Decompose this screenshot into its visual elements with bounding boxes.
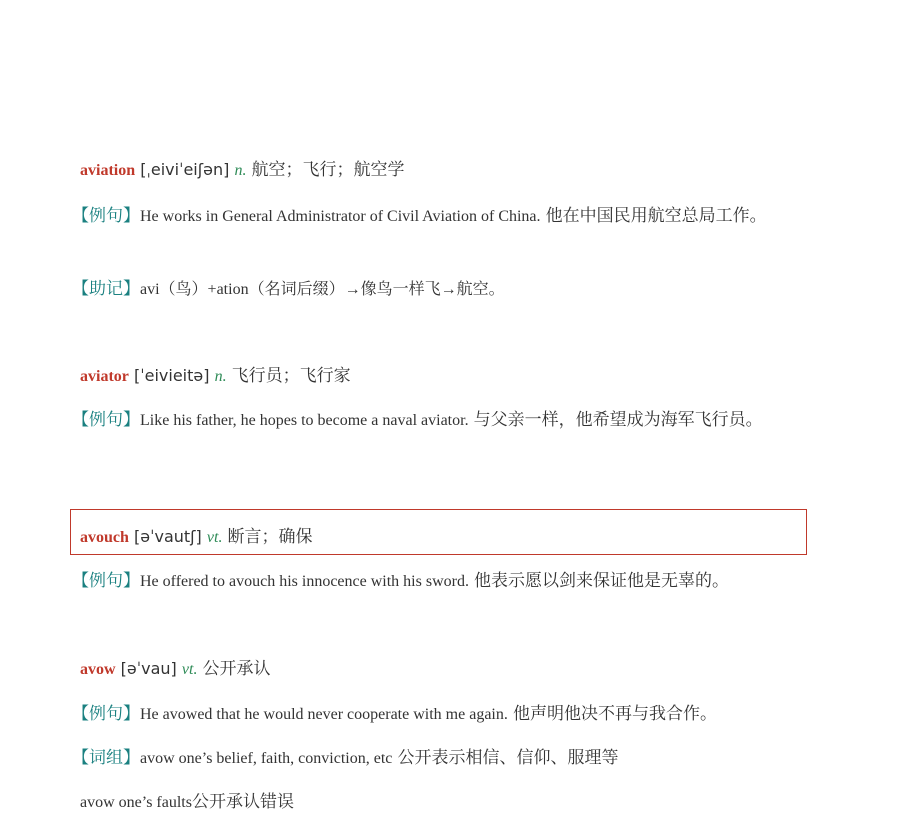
example-tag: 【例句】 (72, 410, 140, 430)
entry-avow-phrase-1 (72, 746, 619, 771)
entry-avow-header (80, 657, 271, 682)
example-english: He avowed that he would never cooperate with me again. (140, 706, 508, 723)
example-tag: 【例句】 (72, 571, 140, 591)
phrase-english: avow one’s belief, faith, conviction, etc (140, 750, 393, 767)
entry-avouch-header (80, 525, 313, 550)
phonetic: [əˈvautʃ] (134, 527, 202, 546)
phonetic: [ˌeiviˈeiʃən] (140, 160, 230, 179)
part-of-speech: n. (214, 368, 227, 385)
phonetic: [əˈvau] (120, 659, 177, 678)
entry-aviator-header (80, 364, 351, 389)
part-of-speech: n. (234, 162, 247, 179)
phrase-chinese: 公开承认错误 (191, 792, 294, 812)
meaning: 航空；飞行；航空学 (251, 160, 405, 180)
example-tag: 【例句】 (72, 206, 140, 226)
phrase-english: avow one’s faults (80, 794, 192, 811)
entry-avouch-example (72, 569, 730, 594)
example-english: Like his father, he hopes to become a naval aviator. (140, 412, 469, 429)
entry-avow-phrase-2 (80, 790, 294, 815)
entry-avow-example (72, 702, 717, 727)
example-english: He offered to avouch his innocence with his sword. (140, 573, 469, 590)
meaning: 公开承认 (202, 659, 271, 679)
phrase-chinese: 公开表示相信、信仰、服理等 (397, 748, 619, 768)
headword: avow (80, 661, 116, 678)
entry-aviation-example (72, 202, 805, 231)
headword: aviation (80, 162, 136, 179)
part-of-speech: vt. (181, 661, 198, 678)
memo-text: avi（鸟）+ation（名词后缀）→像鸟一样飞→航空。 (140, 281, 505, 298)
example-chinese: 他声明他决不再与我合作。 (512, 704, 717, 724)
example-english: He works in General Administrator of Civil Aviation of China. (140, 208, 541, 225)
meaning: 飞行员；飞行家 (231, 366, 351, 386)
example-chinese: 与父亲一样，他希望成为海军飞行员。 (473, 410, 763, 430)
headword: aviator (80, 368, 129, 385)
example-chinese: 他在中国民用航空总局工作。 (545, 206, 767, 226)
meaning: 断言；确保 (227, 527, 313, 547)
part-of-speech: vt. (206, 529, 223, 546)
memo-tag: 【助记】 (72, 279, 140, 299)
example-chinese: 他表示愿以剑来保证他是无辜的。 (474, 571, 730, 591)
phonetic: [ˈeivieitə] (133, 366, 210, 385)
headword: avouch (80, 529, 129, 546)
phrase-tag: 【词组】 (72, 748, 140, 768)
entry-aviation-header (80, 158, 405, 183)
entry-aviation-memo (72, 277, 505, 302)
entry-aviator-example (72, 406, 805, 435)
example-tag: 【例句】 (72, 704, 140, 724)
